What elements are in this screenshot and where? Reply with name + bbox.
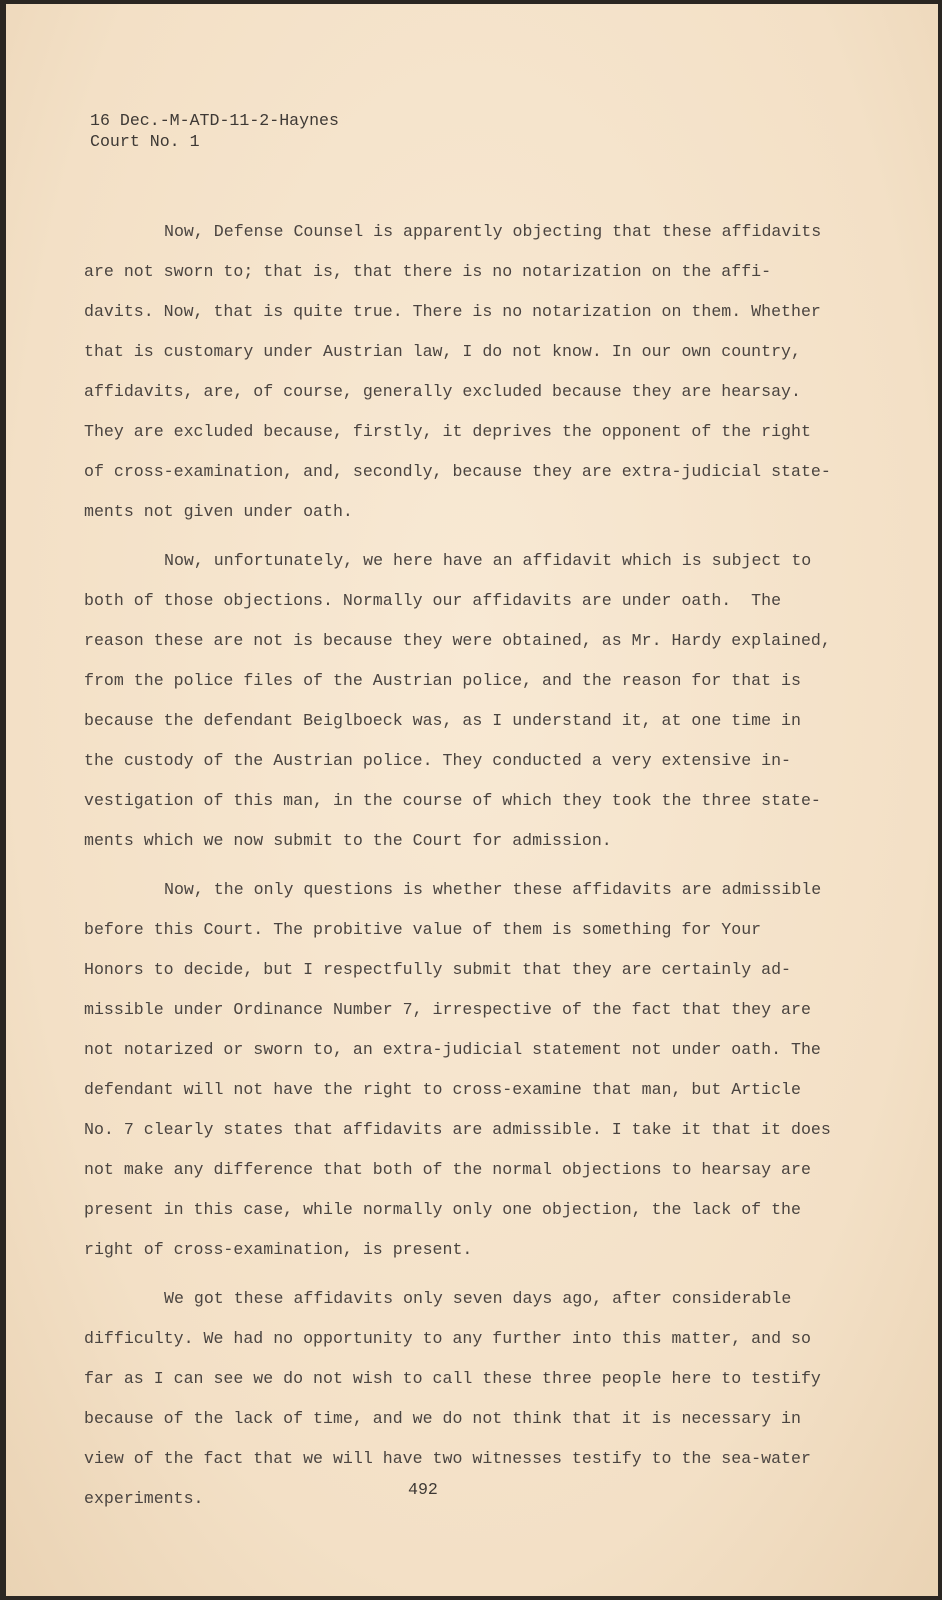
- page-number: 492: [408, 1480, 438, 1499]
- text-line: not make any difference that both of the normal objections to hearsay are: [84, 1160, 811, 1179]
- text-line: experiments.: [84, 1489, 204, 1508]
- text-line: far as I can see we do not wish to call these three people here to testify: [84, 1369, 821, 1388]
- text-line: ments not given under oath.: [84, 502, 353, 521]
- text-line: view of the fact that we will have two witnesses testify to the sea-water: [84, 1449, 811, 1468]
- text-line: from the police files of the Austrian police, and the reason for that is: [84, 671, 801, 690]
- text-line: No. 7 clearly states that affidavits are admissible. I take it that it does: [84, 1120, 831, 1139]
- document-body: [84, 212, 924, 1528]
- paragraph: [84, 1279, 924, 1519]
- text-line: vestigation of this man, in the course of which they took the three state-: [84, 791, 821, 810]
- text-line: missible under Ordinance Number 7, irrespective of the fact that they are: [84, 1000, 811, 1019]
- text-line: before this Court. The probitive value of them is something for Your: [84, 920, 762, 939]
- text-line: affidavits, are, of course, generally excluded because they are hearsay.: [84, 382, 801, 401]
- text-line: reason these are not is because they were obtained, as Mr. Hardy explained,: [84, 631, 831, 650]
- text-line: defendant will not have the right to cross-examine that man, but Article: [84, 1080, 801, 1099]
- text-line: both of those objections. Normally our affidavits are under oath. The: [84, 591, 782, 610]
- text-line: not notarized or sworn to, an extra-judicial statement not under oath. The: [84, 1040, 821, 1059]
- text-line: are not sworn to; that is, that there is no notarization on the affi-: [84, 262, 772, 281]
- text-line: Now, Defense Counsel is apparently objecting that these affidavits: [164, 222, 822, 241]
- header-court: Court No. 1: [90, 132, 200, 151]
- document-header: [90, 110, 339, 152]
- paragraph: [84, 212, 924, 532]
- text-line: Now, unfortunately, we here have an affidavit which is subject to: [164, 551, 812, 570]
- text-line: because the defendant Beiglboeck was, as I understand it, at one time in: [84, 711, 801, 730]
- text-line: of cross-examination, and, secondly, because they are extra-judicial state-: [84, 462, 831, 481]
- text-line: the custody of the Austrian police. They conducted a very extensive in-: [84, 751, 792, 770]
- text-line: difficulty. We had no opportunity to any further into this matter, and so: [84, 1329, 811, 1348]
- text-line: Now, the only questions is whether these affidavits are admissible: [164, 880, 822, 899]
- text-line: that is customary under Austrian law, I do not know. In our own country,: [84, 342, 801, 361]
- document-page: [6, 4, 938, 1596]
- paragraph: [84, 541, 924, 861]
- text-line: davits. Now, that is quite true. There is no notarization on them. Whether: [84, 302, 821, 321]
- text-line: Honors to decide, but I respectfully submit that they are certainly ad-: [84, 960, 792, 979]
- text-line: because of the lack of time, and we do not think that it is necessary in: [84, 1409, 801, 1428]
- paragraph: [84, 870, 924, 1270]
- text-line: ments which we now submit to the Court for admission.: [84, 831, 612, 850]
- text-line: They are excluded because, firstly, it deprives the opponent of the right: [84, 422, 811, 441]
- text-line: present in this case, while normally only one objection, the lack of the: [84, 1200, 801, 1219]
- header-reference: 16 Dec.-M-ATD-11-2-Haynes: [90, 111, 339, 130]
- text-line: right of cross-examination, is present.: [84, 1240, 473, 1259]
- text-line: We got these affidavits only seven days ago, after considerable: [164, 1289, 792, 1308]
